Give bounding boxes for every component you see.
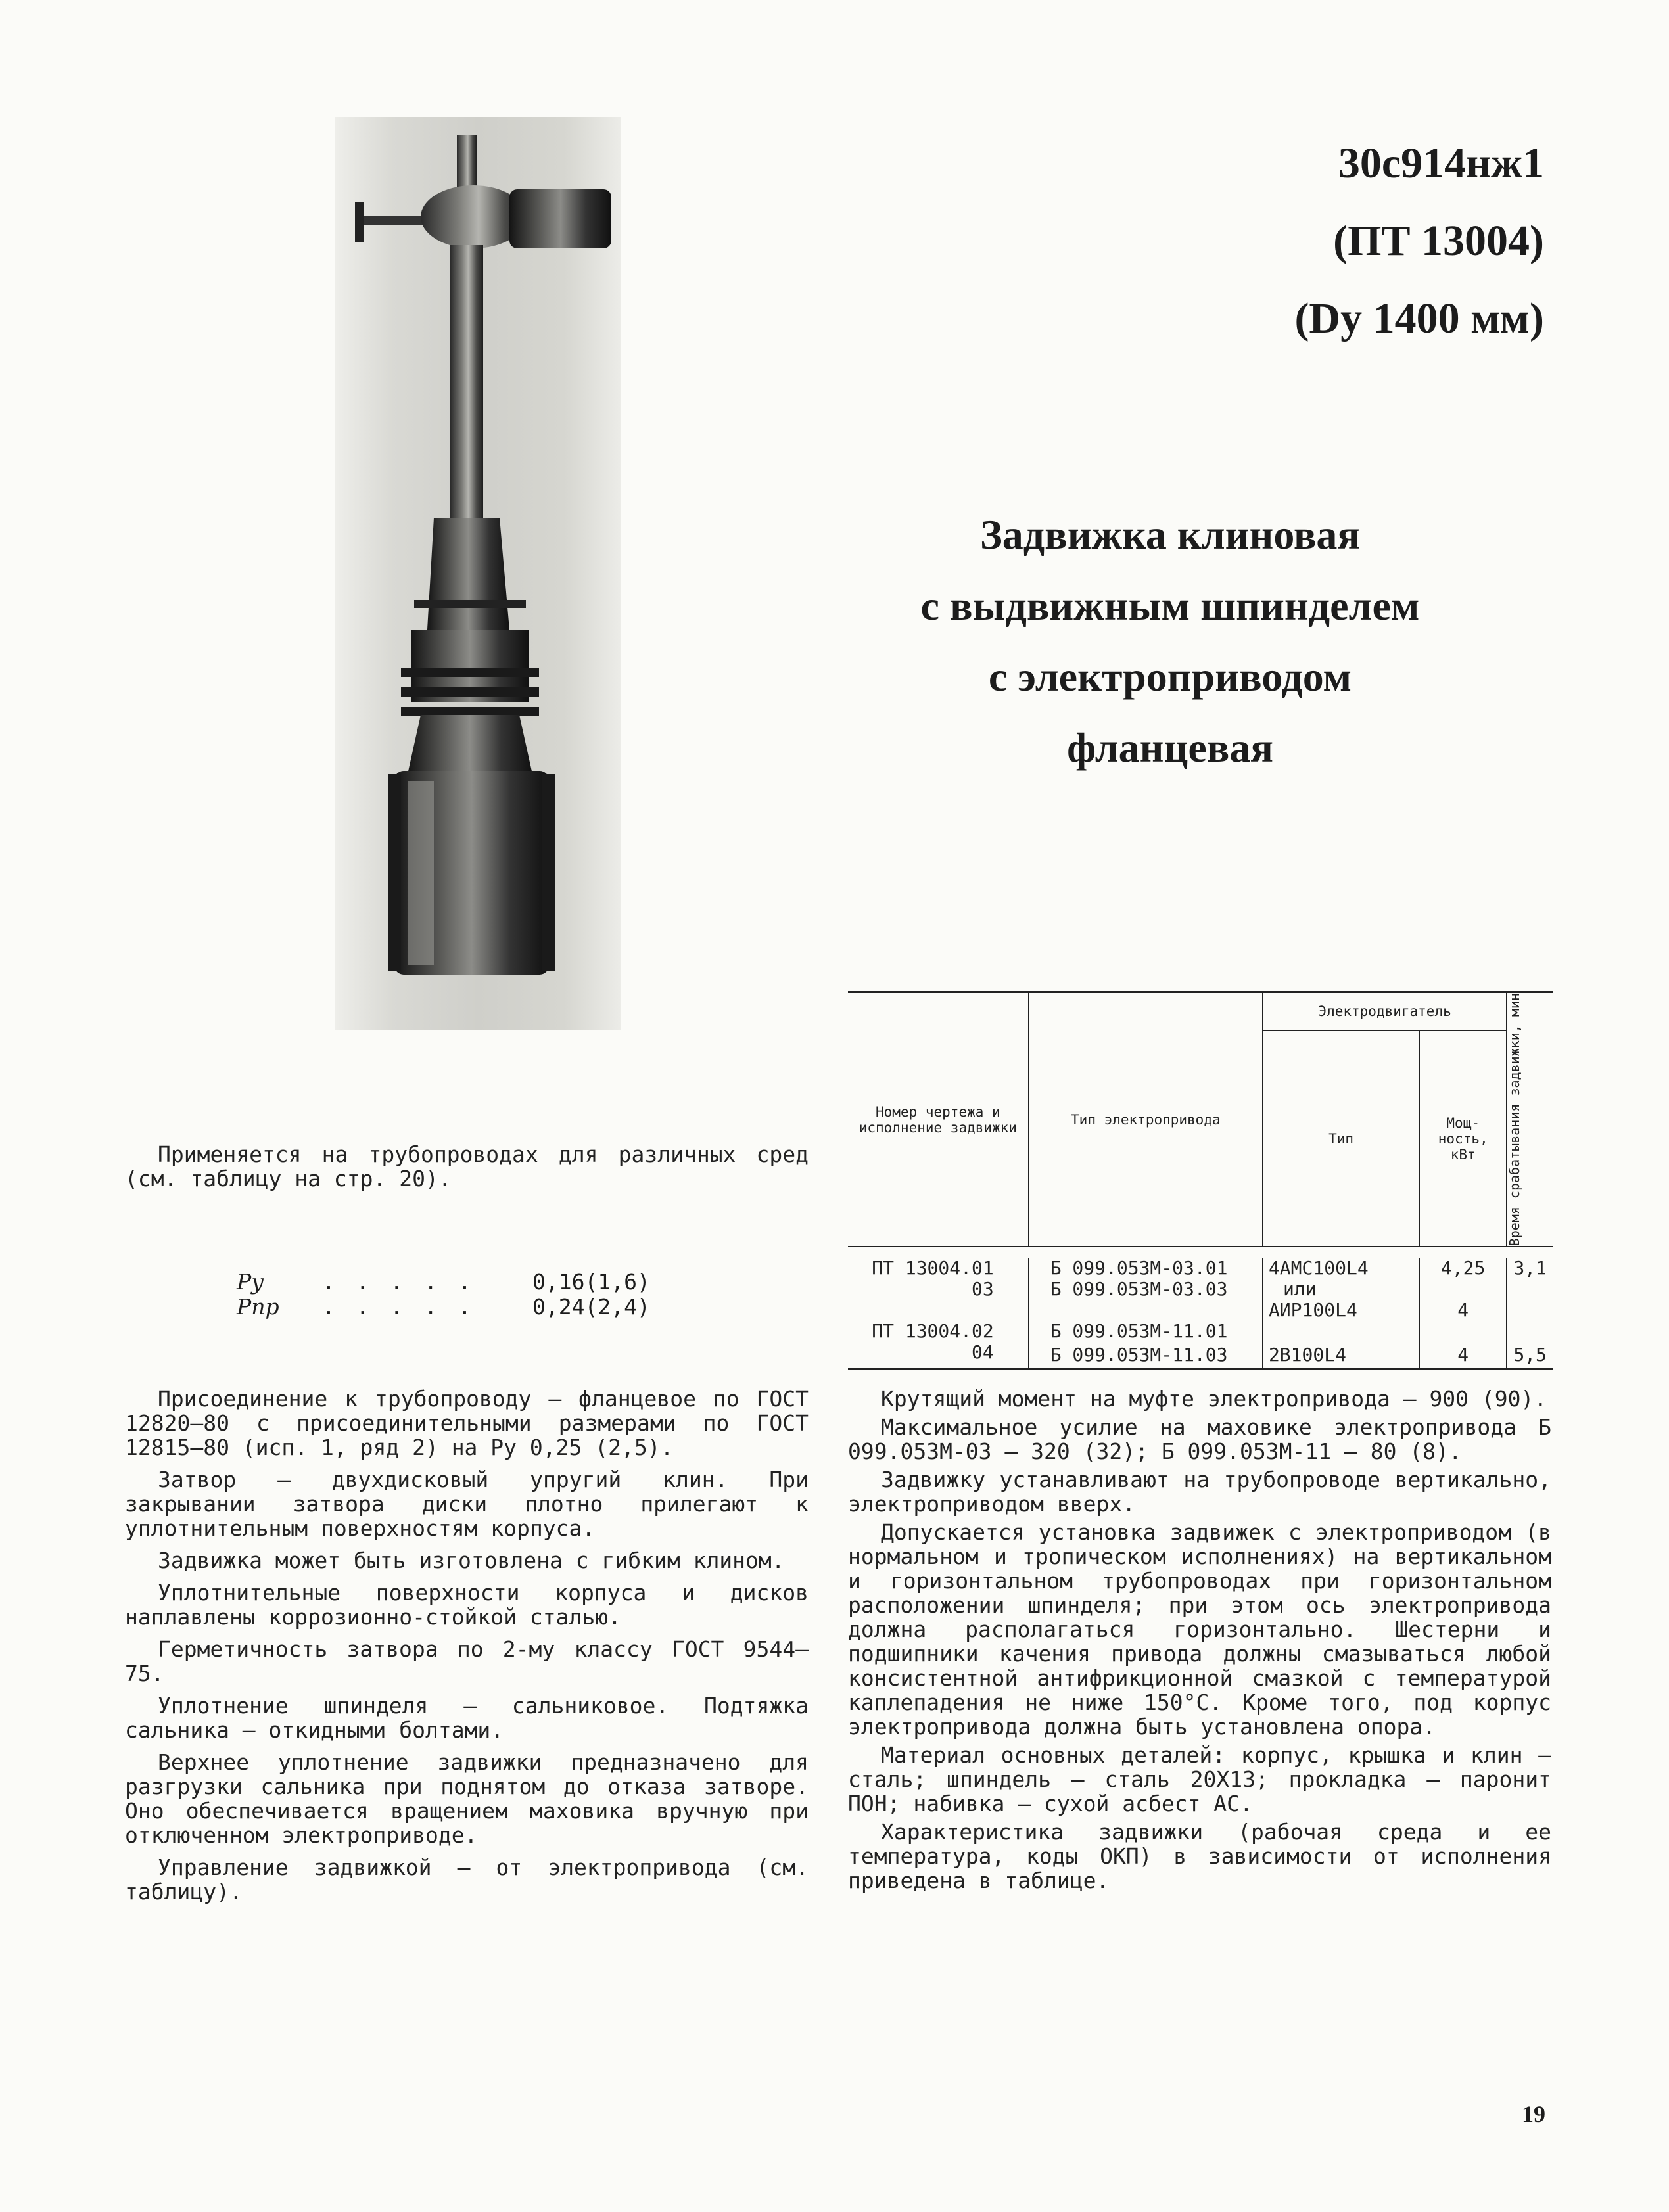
pressure-value: 0,16(1,6)	[532, 1269, 650, 1295]
table-row	[848, 1258, 1553, 1279]
paragraph: Характеристика задвижки (рабочая среда и ее температура, коды ОКП) в зависимости от исполнения приведена в таблице.	[848, 1819, 1551, 1893]
cell-drive: Б 099.053М-03.01	[1029, 1258, 1263, 1279]
paragraph: Максимальное усилие на маховике электропривода Б 099.053М-03 — 320 (32); Б 099.053М-11 — 80 (8).	[848, 1414, 1551, 1464]
cell-time	[1507, 1279, 1553, 1300]
cell-motor: или	[1263, 1279, 1419, 1300]
title-line-4: фланцевая	[1067, 724, 1273, 771]
title-line-1: Задвижка клиновая	[979, 511, 1361, 558]
pressure-dots: . . . . .	[322, 1269, 475, 1295]
cell-drawing: ПТ 13004.01	[872, 1257, 994, 1279]
th-power: Мощ-ность, кВт	[1419, 1030, 1507, 1247]
cell-power: 4	[1419, 1300, 1507, 1321]
cell-power	[1419, 1279, 1507, 1300]
model-nominal-diameter: (Dy 1400 мм)	[1294, 294, 1544, 342]
drive-spec-table	[848, 991, 1553, 1370]
cell-drive: Б 099.053М-11.01	[1029, 1321, 1263, 1342]
right-text-column	[848, 1387, 1551, 1897]
cell-motor	[1263, 1321, 1419, 1342]
cell-motor: АИР100L4	[1263, 1300, 1419, 1321]
title-line-2: с выдвижным шпинделем	[920, 582, 1420, 629]
page-title	[881, 499, 1459, 783]
th-time-label: Время срабатывания задвижки, мин	[1507, 993, 1523, 1247]
cell-drawing: 03	[971, 1278, 994, 1301]
cell-drawing	[848, 1300, 1029, 1321]
pressure-row	[237, 1270, 650, 1295]
paragraph: Верхнее уплотнение задвижки предназначено для разгрузки сальника при поднятом до отказа затворе. Оно обеспечивается вращением маховика вручную при отключенном электроприводе.	[125, 1749, 809, 1848]
model-drawing-number: (ПТ 13004)	[1333, 217, 1544, 265]
cell-drive: Б 099.053М-03.03	[1029, 1279, 1263, 1300]
cell-time: 5,5	[1507, 1342, 1553, 1368]
table-row	[848, 1300, 1553, 1321]
cell-time: 3,1	[1507, 1258, 1553, 1279]
cell-motor: 2В100L4	[1263, 1342, 1419, 1368]
pressure-list	[237, 1270, 650, 1320]
paragraph: Присоединение к трубопроводу — фланцевое по ГОСТ 12820—80 с присоединительными размерами по ГОСТ 12815—80 (исп. 1, ряд 2) на Pу 0,25 (2,5).	[125, 1386, 809, 1460]
cell-motor: 4АМС100L4	[1263, 1258, 1419, 1279]
paragraph: Материал основных деталей: корпус, крышка и клин — сталь; шпиндель — сталь 20Х13; прокладка — паронит ПОН; набивка — сухой асбест АС.	[848, 1742, 1551, 1816]
table-row	[848, 1279, 1553, 1300]
model-code: 30с914нж1	[1338, 139, 1544, 187]
title-line-3: с электроприводом	[988, 653, 1352, 700]
pressure-value: 0,24(2,4)	[532, 1294, 650, 1320]
paragraph: Задвижку устанавливают на трубопроводе вертикально, электроприводом вверх.	[848, 1467, 1551, 1517]
table-row	[848, 1342, 1553, 1368]
cell-time	[1507, 1321, 1553, 1342]
pressure-dots: . . . . .	[322, 1294, 475, 1320]
paragraph: Уплотнительные поверхности корпуса и дисков наплавлены коррозионно-стойкой сталью.	[125, 1580, 809, 1630]
pressure-symbol: Pпр	[237, 1294, 279, 1320]
model-code-block	[1294, 125, 1544, 357]
pressure-row	[237, 1295, 650, 1320]
paragraph: Задвижка может быть изготовлена с гибким клином.	[158, 1548, 785, 1573]
table-row	[848, 1321, 1553, 1342]
paragraph: Допускается установка задвижек с электроприводом (в нормальном и тропическом исполнениях) на вертикальном и горизонтальном трубопроводах при горизонтальном расположении шпинделя; при этом ось электропривода должна располагаться горизонтально. Шестерни и подшипники качения привода должны смазываться любой консистентной антифрикционной смазкой с температурой каплепадения не ниже 150°С. Кроме того, под корпус электропривода должна быть установлена опора.	[848, 1519, 1551, 1740]
cell-power: 4	[1419, 1342, 1507, 1368]
cell-drawing: 04	[971, 1341, 994, 1364]
paragraph: Затвор — двухдисковый упругий клин. При закрывании затвора диски плотно прилегают к уплотнительным поверхностям корпуса.	[125, 1467, 809, 1541]
cell-time	[1507, 1300, 1553, 1321]
cell-power	[1419, 1321, 1507, 1342]
paragraph: Управление задвижкой — от электропривода (см. таблицу).	[125, 1855, 809, 1904]
cell-power: 4,25	[1419, 1258, 1507, 1279]
valve-photo	[335, 117, 621, 1030]
th-motor-group: Электродвигатель	[1263, 993, 1507, 1030]
paragraph: Герметичность затвора по 2-му классу ГОСТ 9544—75.	[125, 1636, 809, 1686]
th-drawing: Номер чертежа и исполнение задвижки	[858, 1103, 1017, 1136]
left-text-column	[125, 1387, 809, 1912]
cell-drawing: ПТ 13004.02	[872, 1320, 994, 1343]
cell-drive	[1029, 1300, 1263, 1321]
paragraph: Уплотнение шпинделя — сальниковое. Подтяжка сальника — откидными болтами.	[125, 1693, 809, 1743]
th-motor-type: Тип	[1263, 1030, 1419, 1247]
page-number: 19	[1522, 2101, 1545, 2127]
intro-paragraph	[125, 1142, 809, 1191]
pressure-symbol: Pу	[237, 1269, 264, 1295]
paragraph: Крутящий момент на муфте электропривода — 900 (90).	[881, 1386, 1547, 1412]
intro-text: Применяется на трубопроводах для различных сред (см. таблицу на стр. 20).	[125, 1141, 809, 1191]
cell-drive: Б 099.053М-11.03	[1029, 1342, 1263, 1368]
th-drive: Тип электропривода	[1029, 993, 1263, 1247]
th-time	[1507, 993, 1553, 1247]
